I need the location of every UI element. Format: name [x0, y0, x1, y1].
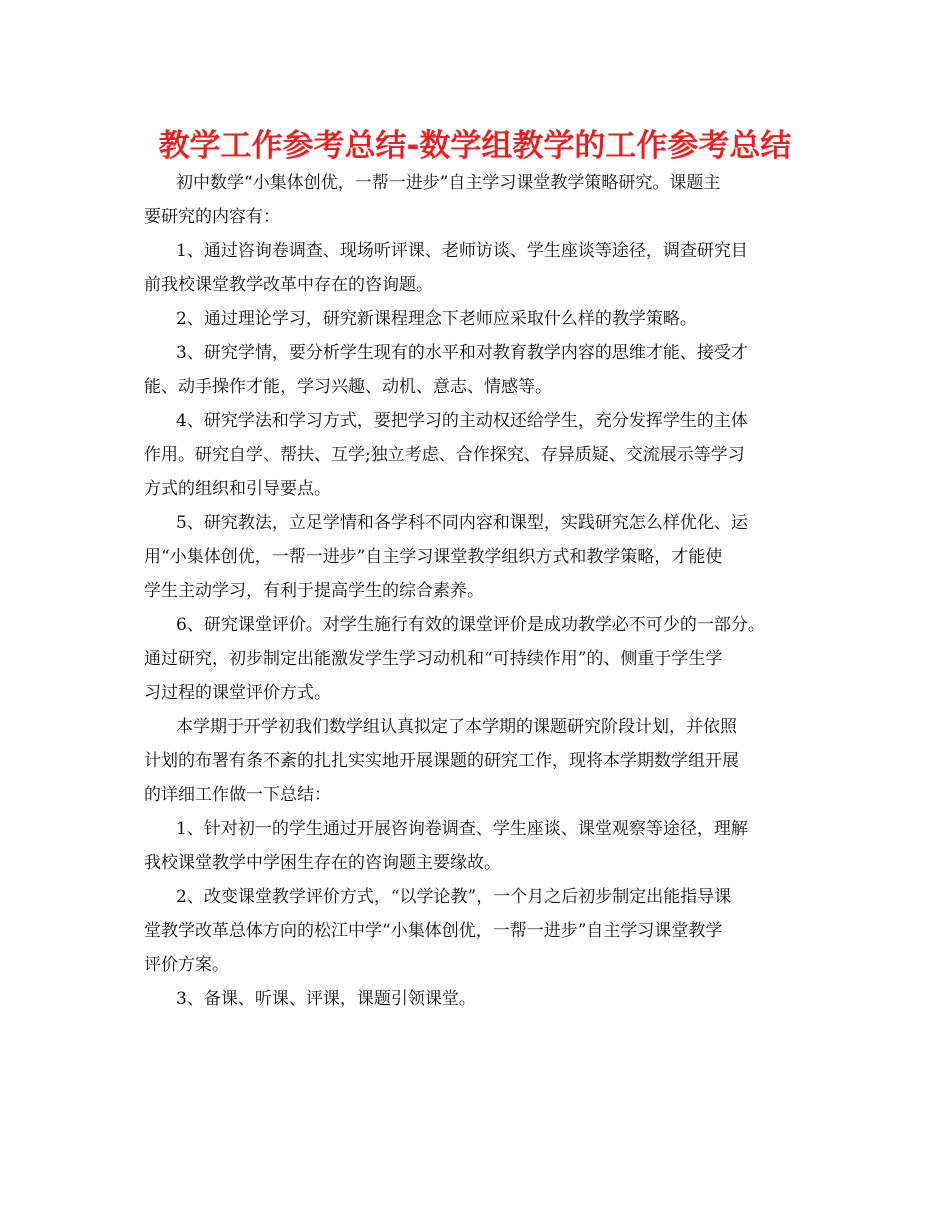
paragraph-line: 1、通过咨询卷调查、现场听评课、老师访谈、学生座谈等途径，调查研究目: [176, 241, 748, 261]
paragraph: [144, 506, 812, 608]
paragraph: [144, 880, 812, 982]
paragraph-line: 评价方案。: [144, 955, 229, 975]
document-title: 教学工作参考总结-数学组教学的工作参考总结: [158, 128, 792, 164]
paragraph: [144, 302, 812, 336]
paragraph-line: 我校课堂教学中学困生存在的咨询题主要缘故。: [144, 853, 501, 873]
paragraph-line: 5、研究教法，立足学情和各学科不同内容和课型，实践研究怎么样优化、运: [176, 513, 748, 533]
paragraph-line: 能、动手操作才能，学习兴趣、动机、意志、情感等。: [144, 377, 552, 397]
paragraph-line: 计划的布署有条不紊的扎扎实实地开展课题的研究工作，现将本学期数学组开展: [144, 751, 739, 771]
paragraph-line: 作用。研究自学、帮扶、互学;独立考虑、合作探究、存异质疑、交流展示等学习: [144, 445, 745, 465]
paragraph: [144, 336, 812, 404]
paragraph-line: 学生主动学习，有利于提高学生的综合素养。: [144, 581, 484, 601]
paragraph-line: 初中数学“小集体创优，一帮一进步”自主学习课堂教学策略研究。课题主: [176, 173, 721, 193]
paragraph: [144, 982, 812, 1016]
paragraph-line: 本学期于开学初我们数学组认真拟定了本学期的课题研究阶段计划，并依照: [176, 717, 737, 737]
paragraph-line: 用“小集体创优，一帮一进步”自主学习课堂教学组织方式和教学策略，才能使: [144, 547, 723, 567]
paragraph-line: 3、研究学情，要分析学生现有的水平和对教育教学内容的思维才能、接受才: [176, 343, 748, 363]
paragraph: [144, 608, 812, 710]
paragraph-line: 2、改变课堂教学评价方式，“以学论教”，一个月之后初步制定出能指导课: [176, 887, 732, 907]
paragraph-line: 4、研究学法和学习方式，要把学习的主动权还给学生，充分发挥学生的主体: [176, 411, 748, 431]
paragraph-line: 习过程的课堂评价方式。: [144, 683, 331, 703]
paragraph-line: 方式的组织和引导要点。: [144, 479, 331, 499]
paragraph-line: 要研究的内容有：: [144, 207, 280, 227]
paragraph-line: 前我校课堂教学改革中存在的咨询题。: [144, 275, 433, 295]
paragraph: [144, 404, 812, 506]
paragraph-line: 1、针对初一的学生通过开展咨询卷调查、学生座谈、课堂观察等途径，理解: [176, 819, 748, 839]
paragraph-line: 的详细工作做一下总结：: [144, 785, 331, 805]
paragraph-line: 6、研究课堂评价。对学生施行有效的课堂评价是成功教学必不可少的一部分。: [176, 615, 765, 635]
paragraph: [144, 812, 812, 880]
paragraph: [144, 234, 812, 302]
paragraph-line: 2、通过理论学习，研究新课程理念下老师应采取什么样的教学策略。: [176, 309, 697, 329]
paragraph: [144, 166, 812, 234]
paragraph-line: 3、备课、听课、评课，课题引领课堂。: [176, 989, 476, 1009]
paragraph-line: 通过研究，初步制定出能激发学生学习动机和“可持续作用”的、侧重于学生学: [144, 649, 723, 669]
paragraph-line: 堂教学改革总体方向的松江中学“小集体创优，一帮一进步”自主学习课堂教学: [144, 921, 723, 941]
document-body: [144, 166, 812, 1016]
paragraph: [144, 710, 812, 812]
